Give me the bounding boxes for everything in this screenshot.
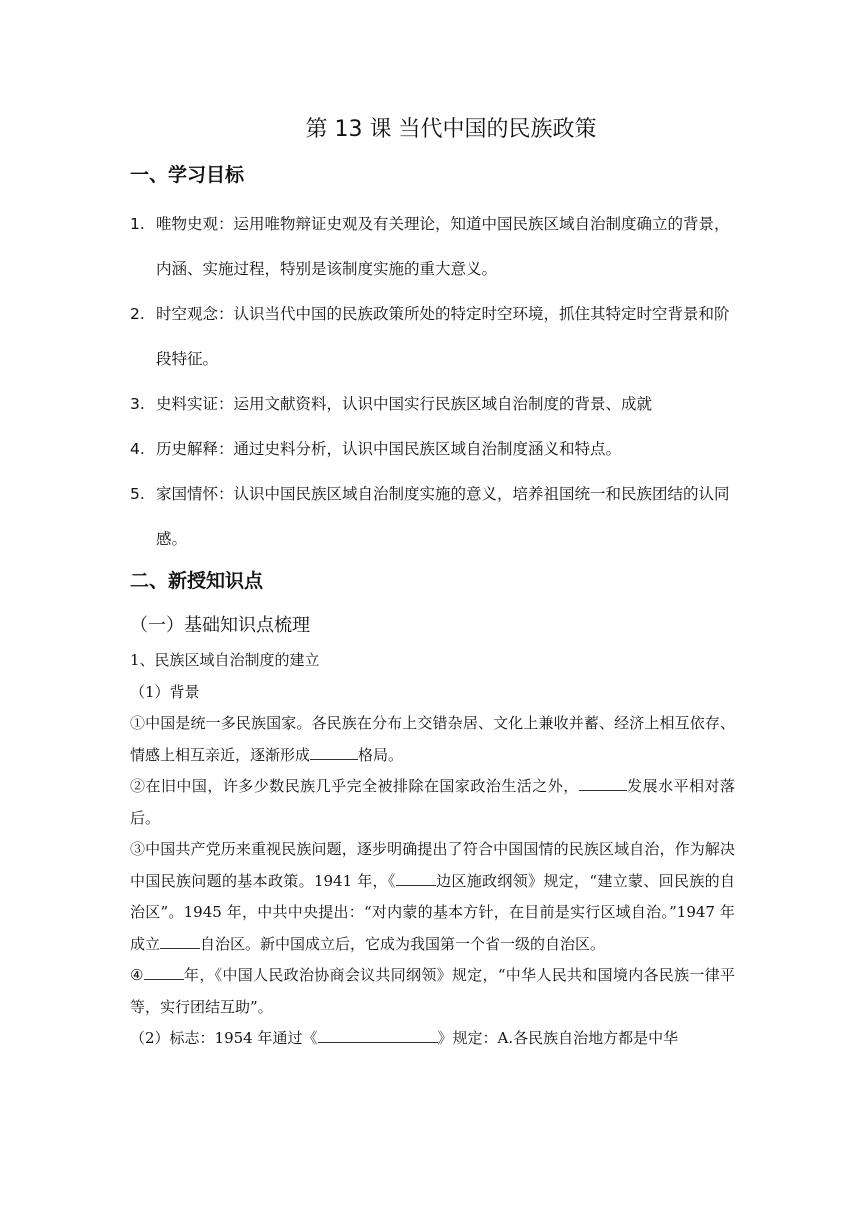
paragraph-4 <box>130 960 735 1023</box>
background-label: （1）背景 <box>130 682 200 701</box>
fill-blank <box>318 1026 438 1043</box>
paragraph-text: 年，《中国人民政治协商会议共同纲领》规定，“中华人民共和国境内各民族一律平等，实行团结互助”。 <box>130 966 735 1016</box>
section-heading-new-knowledge: 二、新授知识点 <box>130 570 264 592</box>
section-heading-objectives: 一、学习目标 <box>130 164 245 186</box>
paragraph-text: 格局。 <box>358 745 404 764</box>
objective-number: 5. <box>130 485 145 503</box>
objective-text: 唯物史观：运用唯物辩证史观及有关理论，知道中国民族区域自治制度确立的背景，内涵、实施过程，特别是该制度实施的重大意义。 <box>156 215 730 278</box>
paragraph-text: （2）标志：1954 年通过《 <box>130 1029 318 1047</box>
objective-number: 3. <box>130 395 145 413</box>
point-heading: 1、民族区域自治制度的建立 <box>130 651 320 669</box>
paragraph-text: 》规定：A.各民族自治地方都是中华 <box>437 1029 679 1047</box>
paragraph-text: ③中国共产党历来重视民族问题，逐步明确提出了符合中国国情的民族区域自治，作为解决中国民族问题的基本政策。1941 年，《 <box>130 840 735 890</box>
paragraph-text: 自治区。新中国成立后，它成为我国第一个省一级的自治区。 <box>200 934 606 953</box>
paragraph-3 <box>130 834 735 960</box>
page-title: 第 13 课 当代中国的民族政策 <box>305 117 597 142</box>
fill-blank <box>144 963 184 980</box>
paragraph-text: ④ <box>130 966 144 984</box>
objective-item <box>130 382 735 427</box>
paragraph-2 <box>130 771 735 834</box>
paragraph-5 <box>130 1023 735 1055</box>
fill-blank <box>160 932 200 949</box>
paragraph-text: ①中国是统一多民族国家。各民族在分布上交错杂居、文化上兼收并蓄、经济上相互依存、情感上相互亲近，逐渐形成 <box>130 714 735 764</box>
objective-text: 历史解释：通过史料分析，认识中国民族区域自治制度涵义和特点。 <box>156 440 622 458</box>
objective-number: 2. <box>130 305 145 323</box>
paragraph-text: 边区施政纲领》规定，“建立蒙、回民族的自治区”。1945 年，中共中央提出：“对内蒙的基本方针，在目前是实行区域自治。”1947 年成立 <box>130 871 736 953</box>
fill-blank <box>396 869 436 886</box>
paragraph-text: ②在旧中国，许多少数民族几乎完全被排除在国家政治生活之外， <box>130 777 579 795</box>
objective-text: 史料实证：运用文献资料，认识中国实行民族区域自治制度的背景、成就 <box>156 395 653 413</box>
objective-item <box>130 472 735 562</box>
paragraph-1 <box>130 708 735 771</box>
fill-blank <box>310 743 358 760</box>
objective-number: 4. <box>130 440 145 458</box>
objective-number: 1. <box>130 215 145 233</box>
objective-item <box>130 292 735 382</box>
paragraph-text: 发展水平相对落后。 <box>130 777 735 827</box>
objective-text: 时空观念：认识当代中国的民族政策所处的特定时空环境，抓住其特定时空背景和阶段特征。 <box>156 305 730 368</box>
knowledge-body <box>130 645 735 1055</box>
objective-text: 家国情怀：认识中国民族区域自治制度实施的意义，培养祖国统一和民族团结的认同感。 <box>156 485 730 548</box>
fill-blank <box>579 774 627 791</box>
objective-item <box>130 202 735 292</box>
objectives-list <box>130 202 735 562</box>
objective-item <box>130 427 735 472</box>
subsection-heading-basics: （一）基础知识点梳理 <box>130 615 310 636</box>
